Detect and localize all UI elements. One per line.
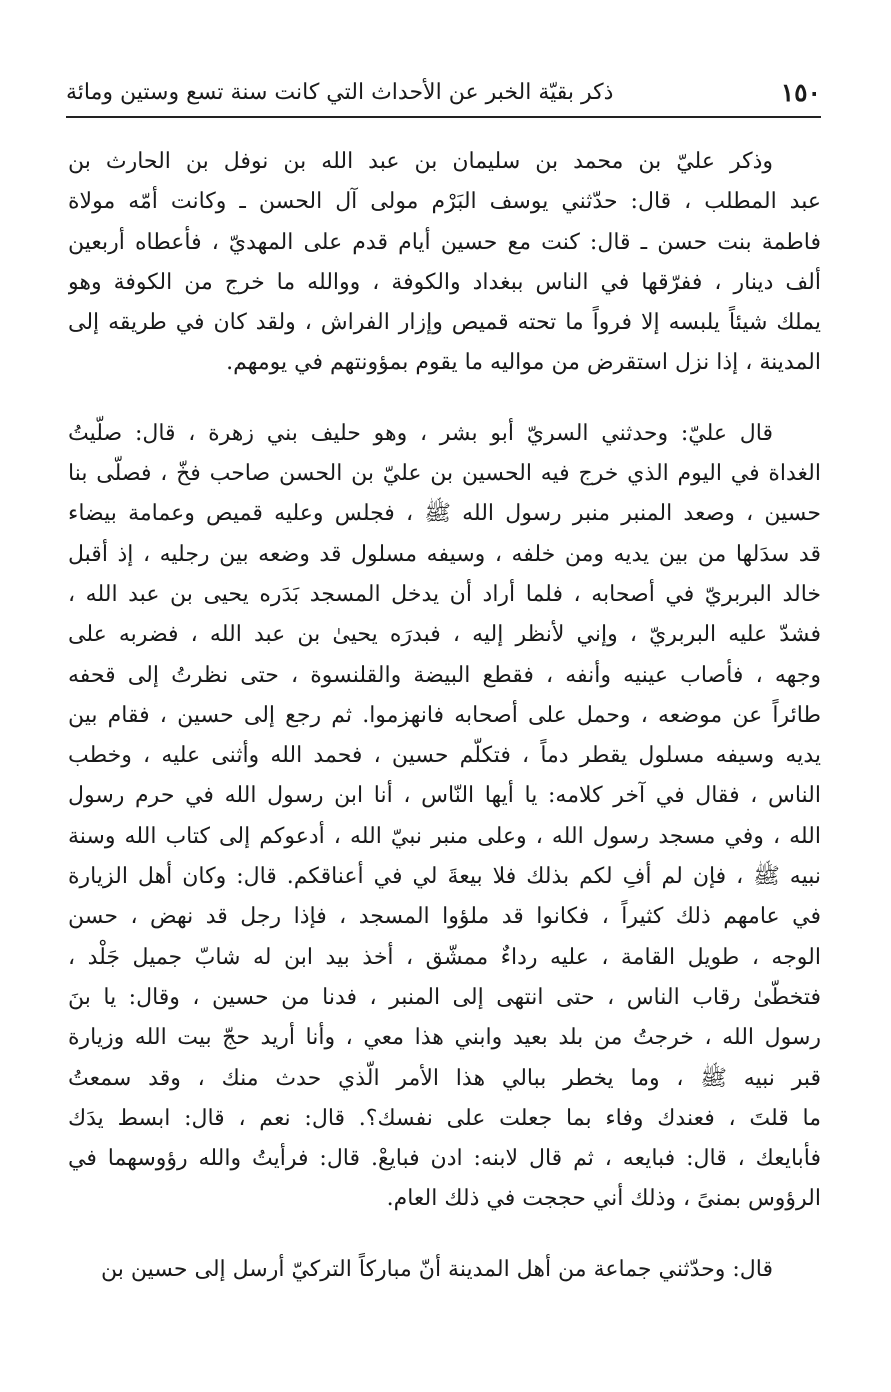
text-line: رسول الله ، خرجتُ من بلد بعيد وابني هذا معي ، وأنا أريد حجّ بيت الله وزيارة xyxy=(68,1025,821,1051)
text-line: قال عليّ: وحدثني السريّ أبو بشر ، وهو حليف بني زهرة ، قال: صلّيتُ xyxy=(68,420,773,446)
text-line: يملك شيئاً يلبسه إلا فرواً ما تحته قميص وإزار الفراش ، ولقد كان في طريقه إلى xyxy=(68,310,821,336)
text-line: الغداة في اليوم الذي خرج فيه الحسين بن عليّ بن الحسن صاحب فخّ ، فصلّى بنا xyxy=(68,461,821,487)
text-line: وجهه ، فأصاب عينيه وأنفه ، فقطع البيضة والقلنسوة ، حتى نظرتُ إلى قحفه xyxy=(68,662,821,688)
text-line: الناس ، فقال في آخر كلامه: يا أيها النّاس ، أنا ابن رسول الله في حرم رسول xyxy=(68,783,821,809)
text-line: خالد البربريّ في أصحابه ، فلما أراد أن يدخل المسجد بَدَره يحيى بن عبد الله ، xyxy=(68,581,821,607)
paragraph-1 xyxy=(68,142,821,384)
text-line: الله ، وفي مسجد رسول الله ، وعلى منبر نبيّ الله ، أدعوكم إلى كتاب الله وسنة xyxy=(68,823,821,849)
text-line: فأبايعك ، قال: فبايعه ، ثم قال لابنه: ادن فبايعْ. قال: فرأيتُ والله رؤوسهما في xyxy=(68,1146,821,1172)
paragraph-3 xyxy=(68,1250,821,1290)
running-header xyxy=(66,72,821,112)
text-line: قبر نبيه ﷺ ، وما يخطر ببالي هذا الأمر الّذي حدث منك ، وقد سمعتُ xyxy=(68,1065,821,1091)
text-line: الوجه ، طويل القامة ، عليه رداءٌ ممشّق ، أخذ بيد ابن له شابّ جميل جَلْد ، xyxy=(68,944,821,970)
text-line: ما قلتَ ، فعندك وفاء بما جعلت على نفسك؟. قال: نعم ، قال: ابسط يدَك xyxy=(68,1105,821,1131)
body-text xyxy=(68,142,821,1290)
text-line: طائراً عن موضعه ، وحمل على أصحابه فانهزموا. ثم رجع إلى حسين ، فقام بين xyxy=(68,702,821,728)
text-line: يديه وسيفه مسلول يقطر دماً ، فتكلّم حسين ، فحمد الله وأثنى عليه ، وخطب xyxy=(68,743,821,769)
text-line: الرؤوس بمنىً ، وذلك أني حججت في ذلك العام. xyxy=(386,1186,821,1212)
paragraph-2 xyxy=(68,414,821,1220)
text-line: وذكر عليّ بن محمد بن سليمان بن عبد الله بن نوفل بن الحارث بن xyxy=(68,149,773,174)
text-line: قال: وحدّثني جماعة من أهل المدينة أنّ مباركاً التركيّ أرسل إلى حسين بن xyxy=(101,1256,773,1282)
text-line: حسين ، وصعد المنبر منبر رسول الله ﷺ ، فجلس وعليه قميص وعمامة بيضاء xyxy=(68,501,821,527)
header-divider xyxy=(66,116,821,118)
page-number: ١٥٠ xyxy=(780,77,821,107)
text-line: عبد المطلب ، قال: حدّثني يوسف البَرْم مولى آل الحسن ـ وكانت أمّه مولاة xyxy=(68,189,821,215)
text-line: في عامهم ذلك كثيراً ، فكانوا قد ملؤوا المسجد ، فإذا رجل قد نهض ، حسن xyxy=(68,904,821,930)
running-title: ذكر بقيّة الخبر عن الأحداث التي كانت سنة تسع وستين ومائة xyxy=(66,79,614,105)
text-line: فتخطّىٰ رقاب الناس ، حتى انتهى إلى المنبر ، فدنا من حسين ، وقال: يا بنَ xyxy=(68,984,821,1010)
text-line: فشدّ عليه البربريّ ، وإني لأنظر إليه ، فبدرَه يحيىٰ بن عبد الله ، فضربه على xyxy=(68,622,821,648)
text-line: قد سدَلها من بين يديه ومن خلفه ، وسيفه مسلول قد وضعه بين رجليه ، إذ أقبل xyxy=(68,541,821,567)
text-line: فاطمة بنت حسن ـ قال: كنت مع حسين أيام قدم على المهديّ ، فأعطاه أربعين xyxy=(68,229,821,255)
text-line: نبيه ﷺ ، فإن لم أفِ لكم بذلك فلا بيعةَ لي في أعناقكم. قال: وكان أهل الزيارة xyxy=(68,864,821,890)
text-line: ألف دينار ، ففرّقها في الناس ببغداد والكوفة ، ووالله ما خرج من الكوفة وهو xyxy=(68,269,821,295)
text-line: المدينة ، إذا نزل استقرض من مواليه ما يقوم بمؤونتهم في يومهم. xyxy=(226,350,821,376)
